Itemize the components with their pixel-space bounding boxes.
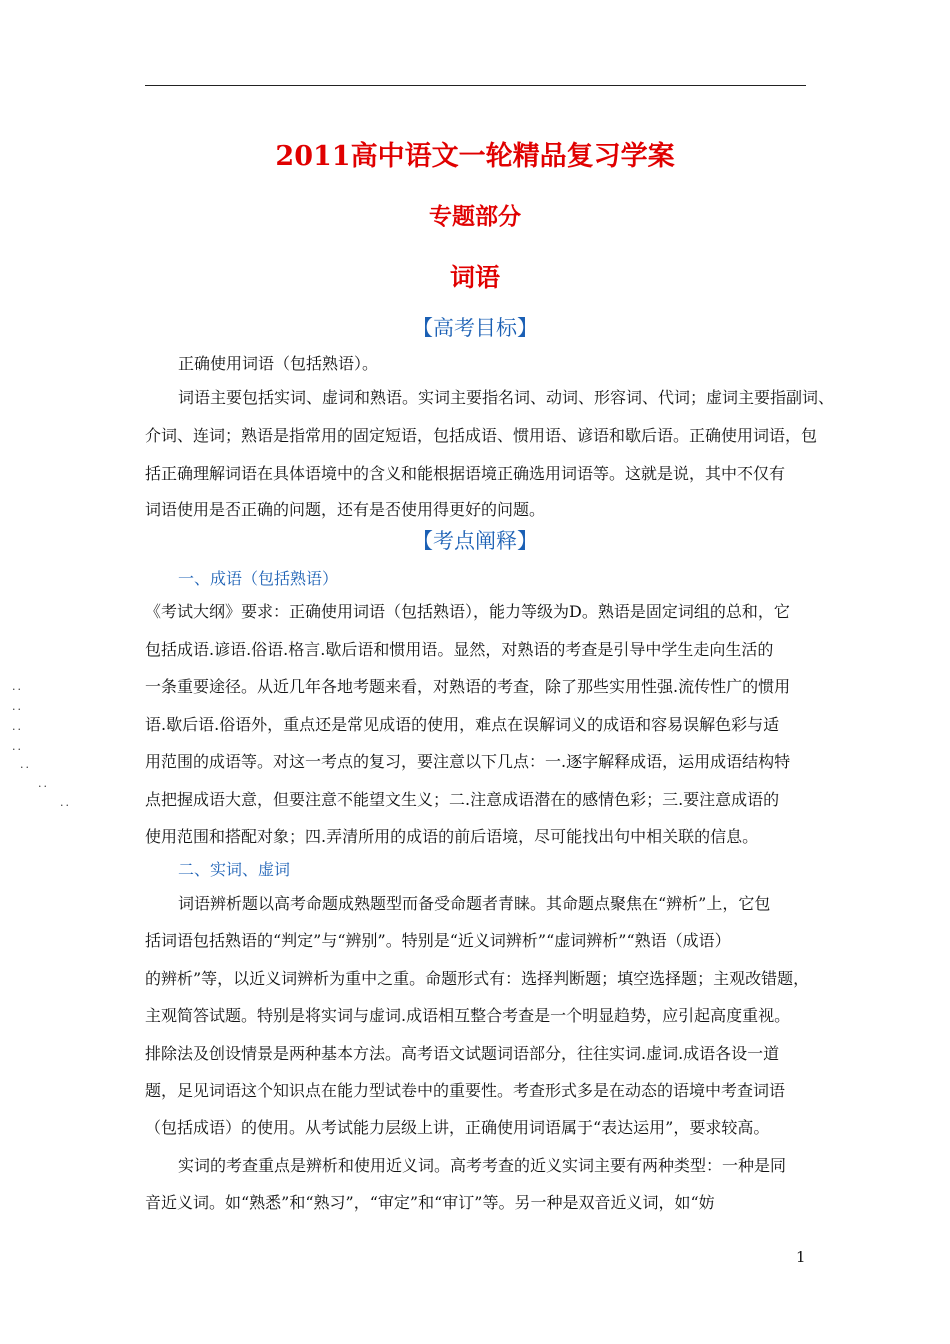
paragraph-line: （包括成语）的使用。从考试能力层级上讲，正确使用词语属于“表达运用”，要求较高。 [145, 1118, 770, 1137]
page-number: 1 [796, 1248, 806, 1266]
paragraph-line: 主观简答试题。特别是将实词与虚词.成语相互整合考查是一个明显趋势，应引起高度重视。 [145, 1006, 791, 1025]
paragraph-line: 音近义词。如“熟悉”和“熟习”，“审定”和“审订”等。另一种是双音近义词，如“妨 [145, 1193, 715, 1212]
subsection-heading: 一、成语（包括熟语） [178, 569, 339, 588]
paragraph-line: 括词语包括熟语的“判定”与“辨别”。特别是“近义词辨析”“虚词辨析”“熟语（成语） [145, 931, 731, 950]
paragraph-line: 词语使用是否正确的问题，还有是否使用得更好的问题。 [145, 500, 546, 519]
margin-dots: .. [60, 796, 71, 809]
margin-dots: .. [38, 777, 49, 790]
paragraph-line: 点把握成语大意，但要注意不能望文生义；二.注意成语潜在的感情色彩；三.要注意成语的 [145, 790, 780, 809]
paragraph-line: 语.歇后语.俗语外，重点还是常见成语的使用，难点在误解词义的成语和容易误解色彩与适 [145, 715, 780, 734]
margin-dots: .. [12, 740, 23, 753]
margin-dots: .. [12, 680, 23, 693]
paragraph-line: 的辨析”等，以近义词辨析为重中之重。命题形式有：选择判断题；填空选择题；主观改错题， [145, 969, 810, 988]
document-title: 2011高中语文一轮精品复习学案 [275, 141, 675, 172]
margin-dots: .. [20, 758, 31, 771]
margin-dots: .. [12, 700, 23, 713]
paragraph-line: 词语辨析题以高考命题成熟题型而备受命题者青睐。其命题点聚焦在“辨析”上，它包 [178, 894, 771, 913]
paragraph-line: 正确使用词语（包括熟语）。 [178, 354, 379, 373]
paragraph-line: 题，足见词语这个知识点在能力型试卷中的重要性。考查形式多是在动态的语境中考查词语 [145, 1081, 786, 1100]
paragraph-line: 介词、连词；熟语是指常用的固定短语，包括成语、惯用语、谚语和歇后语。正确使用词语，包 [145, 426, 818, 445]
paragraph-line: 一条重要途径。从近几年各地考题来看，对熟语的考查，除了那些实用性强.流传性广的惯用 [145, 677, 791, 696]
paragraph-line: 《考试大纲》要求：正确使用词语（包括熟语），能力等级为D。熟语是固定词组的总和，它 [145, 602, 790, 621]
section-heading-goals: 【高考目标】 [412, 316, 538, 340]
topic-heading: 词语 [449, 263, 500, 292]
section-heading-explanation: 【考点阐释】 [412, 529, 538, 553]
paragraph-line: 用范围的成语等。对这一考点的复习，要注意以下几点：一.逐字解释成语，运用成语结构特 [145, 752, 791, 771]
paragraph-line: 使用范围和搭配对象；四.弄清所用的成语的前后语境，尽可能找出句中相关联的信息。 [145, 827, 759, 846]
paragraph-line: 排除法及创设情景是两种基本方法。高考语文试题词语部分，往往实词.虚词.成语各设一道 [145, 1044, 780, 1063]
header-rule [145, 85, 806, 86]
paragraph-line: 括正确理解词语在具体语境中的含义和能根据语境正确选用词语等。这就是说，其中不仅有 [145, 464, 786, 483]
document-subtitle: 专题部分 [429, 203, 521, 230]
paragraph-line: 实词的考查重点是辨析和使用近义词。高考考查的近义实词主要有两种类型：一种是同 [178, 1156, 787, 1175]
subsection-heading: 二、实词、虚词 [178, 860, 291, 879]
paragraph-line: 包括成语.谚语.俗语.格言.歇后语和惯用语。显然，对熟语的考查是引导中学生走向生活的 [145, 640, 774, 659]
paragraph-line: 词语主要包括实词、虚词和熟语。实词主要指名词、动词、形容词、代词；虚词主要指副词、 [178, 388, 835, 407]
margin-dots: .. [12, 720, 23, 733]
